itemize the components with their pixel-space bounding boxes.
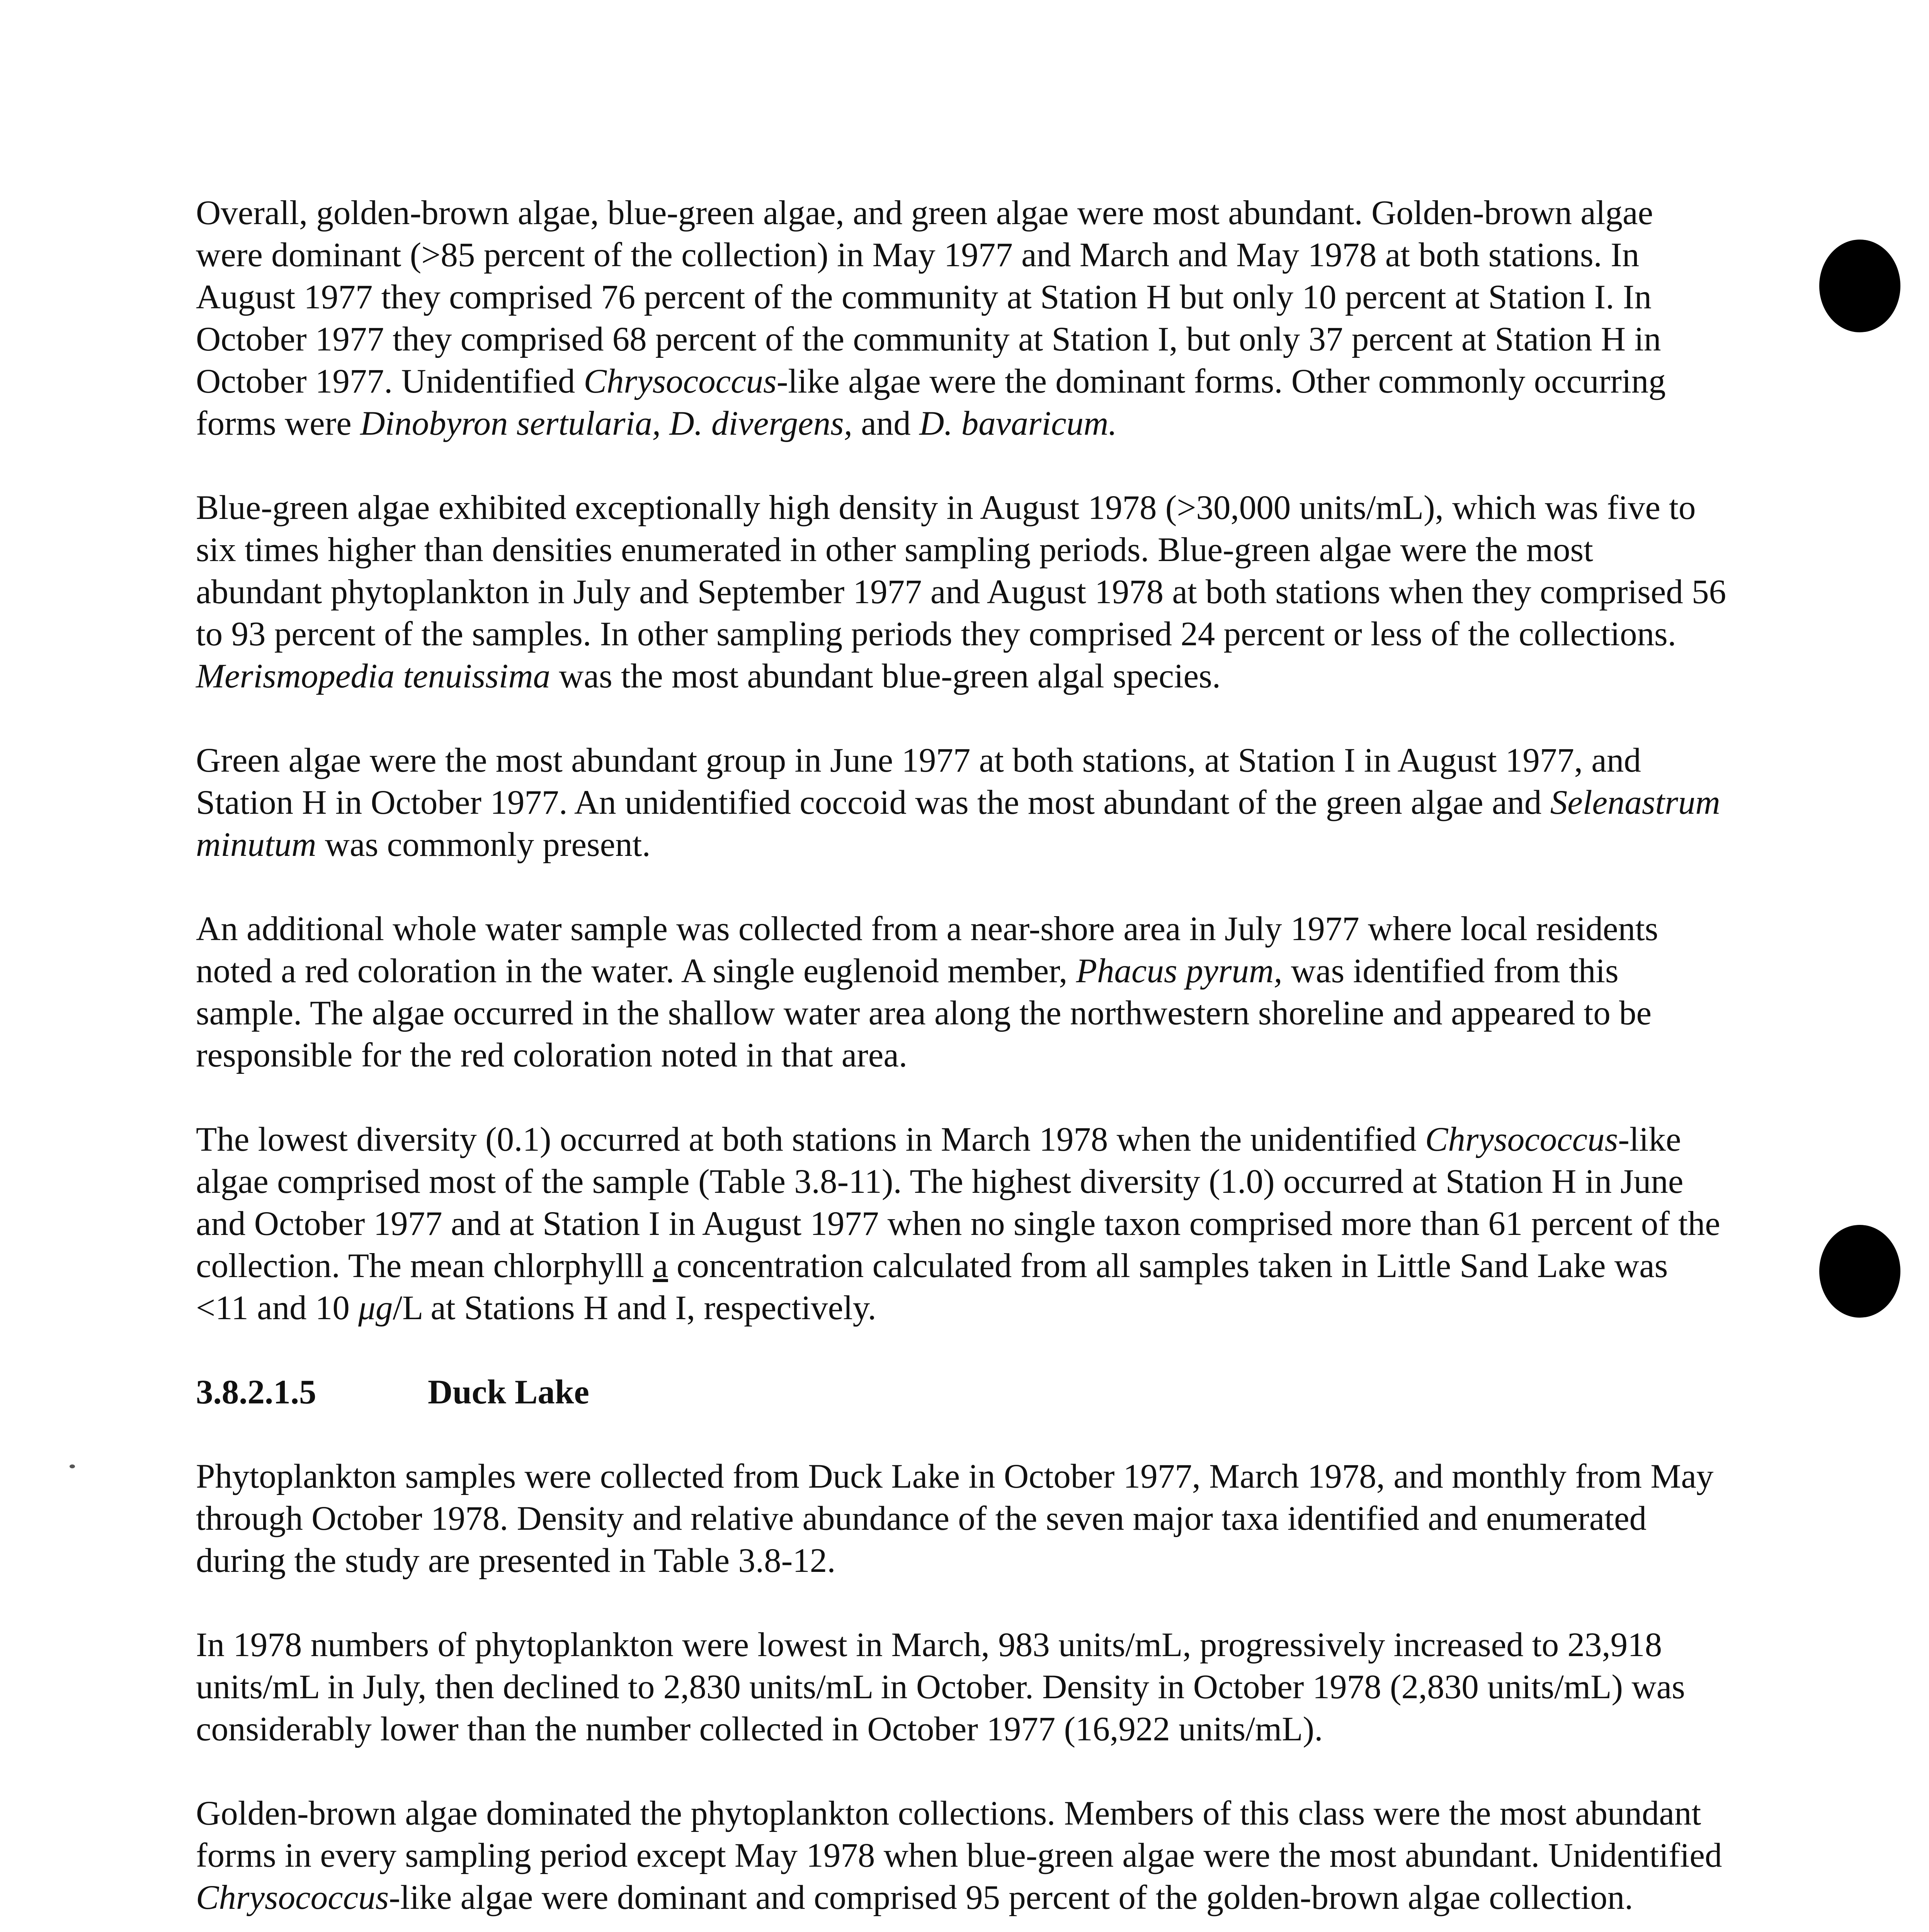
text-run: and [852, 405, 919, 442]
italic-term: D. bavaricum. [919, 405, 1117, 442]
text-run: -like algae comprised most of the sample (Table 3.8-11). The highest diversity (1.0) occurred at Station H in June and October 1977 and at Station I in August 1977 when no single taxon comprised more than 61 percent of the collection. The mean chlorphylll [196, 1121, 1720, 1285]
text-run: was commonly present. [316, 826, 651, 864]
italic-term: μg [358, 1289, 393, 1327]
italic-term: Chrysococcus [196, 1879, 389, 1917]
body-text [196, 192, 1726, 1932]
paragraph [196, 1119, 1726, 1329]
text-run: Phytoplankton samples were collected from Duck Lake in October 1977, March 1978, and monthly from May through October 1978. Density and relative abundance of the seven major taxa identified and enumerated during the study are presented in Table 3.8-12. [196, 1458, 1714, 1580]
punch-hole-middle [1819, 1225, 1900, 1318]
text-run: In 1978 numbers of phytoplankton were lowest in March, 983 units/mL, progressively increased to 23,918 units/mL in July, then declined to 2,830 units/mL in October. Density in October 1978 (2,830 units/mL) was considerably lower than the number collected in October 1977 (16,922 units/mL). [196, 1626, 1685, 1748]
paragraph [196, 192, 1726, 445]
italic-term: Dinobyron sertularia, D. divergens, [360, 405, 852, 442]
text-run: The lowest diversity (0.1) occurred at both stations in March 1978 when the unidentified [196, 1121, 1425, 1158]
text-run: Blue-green algae exhibited exceptionally high density in August 1978 (>30,000 units/mL), which was five to six times higher than densities enumerated in other sampling periods. Blue-green algae were the most abundant phytoplankton in July and September 1977 and August 1978 at both stations when they comprised 56 to 93 percent of the samples. In other sampling periods they comprised 24 percent or less of the collections. [196, 489, 1726, 653]
section-heading [196, 1371, 1726, 1413]
paragraph [196, 908, 1726, 1077]
text-run: An additional whole water sample was collected from a near-shore area in July 1977 where local residents noted a red coloration in the water. A single euglenoid member, [196, 910, 1659, 990]
text-run: Golden-brown algae dominated the phytoplankton collections. Members of this class were the most abundant forms in every sampling period except May 1978 when blue-green algae were the most abundant. Unidentified [196, 1794, 1722, 1874]
text-run: /L at Stations H and I, respectively. [393, 1289, 876, 1327]
section-title: Duck Lake [428, 1373, 589, 1411]
italic-term: Merismopedia tenuissima [196, 657, 551, 695]
paragraphs-before-section [196, 192, 1726, 1329]
text-run: was the most abundant blue-green algal species. [550, 657, 1221, 695]
text-run: -like algae were dominant and comprised 95 percent of the golden-brown algae collection. [389, 1879, 1633, 1917]
paragraphs-after-section [196, 1456, 1726, 1919]
scan-speck [70, 1464, 75, 1468]
paragraph [196, 740, 1726, 866]
punch-hole-top [1819, 240, 1900, 332]
paragraph [196, 1456, 1726, 1582]
italic-term: Selenastrum minutum [196, 784, 1720, 864]
paragraph [196, 1624, 1726, 1750]
paragraph [196, 487, 1726, 697]
italic-term: Chrysococcus [583, 362, 777, 400]
text-run: concentration calculated from all samples taken in Little Sand Lake was <11 and 10 [196, 1247, 1668, 1327]
italic-term: Phacus pyrum, [1076, 952, 1283, 990]
underlined-term: a [653, 1247, 668, 1285]
text-run: Green algae were the most abundant group in June 1977 at both stations, at Station I in August 1977, and Station H in October 1977. An unidentified coccoid was the most abundant of the green algae and [196, 742, 1641, 821]
paragraph [196, 1793, 1726, 1919]
text-run: -like algae were the dominant forms. Other commonly occurring forms were [196, 362, 1666, 442]
italic-term: Chrysococcus [1425, 1121, 1618, 1158]
text-run: Overall, golden-brown algae, blue-green algae, and green algae were most abundant. Golden-brown algae were dominant (>85 percent of the collection) in May 1977 and March and May 1978 at both stations. In August 1977 they comprised 76 percent of the community at Station H but only 10 percent at Station I. In October 1977 they comprised 68 percent of the community at Station I, but only 37 percent at Station H in October 1977. Unidentified [196, 194, 1661, 400]
text-run: was identified from this sample. The algae occurred in the shallow water area along the northwestern shoreline and appeared to be responsible for the red coloration noted in that area. [196, 952, 1652, 1074]
section-number: 3.8.2.1.5 [196, 1373, 316, 1411]
